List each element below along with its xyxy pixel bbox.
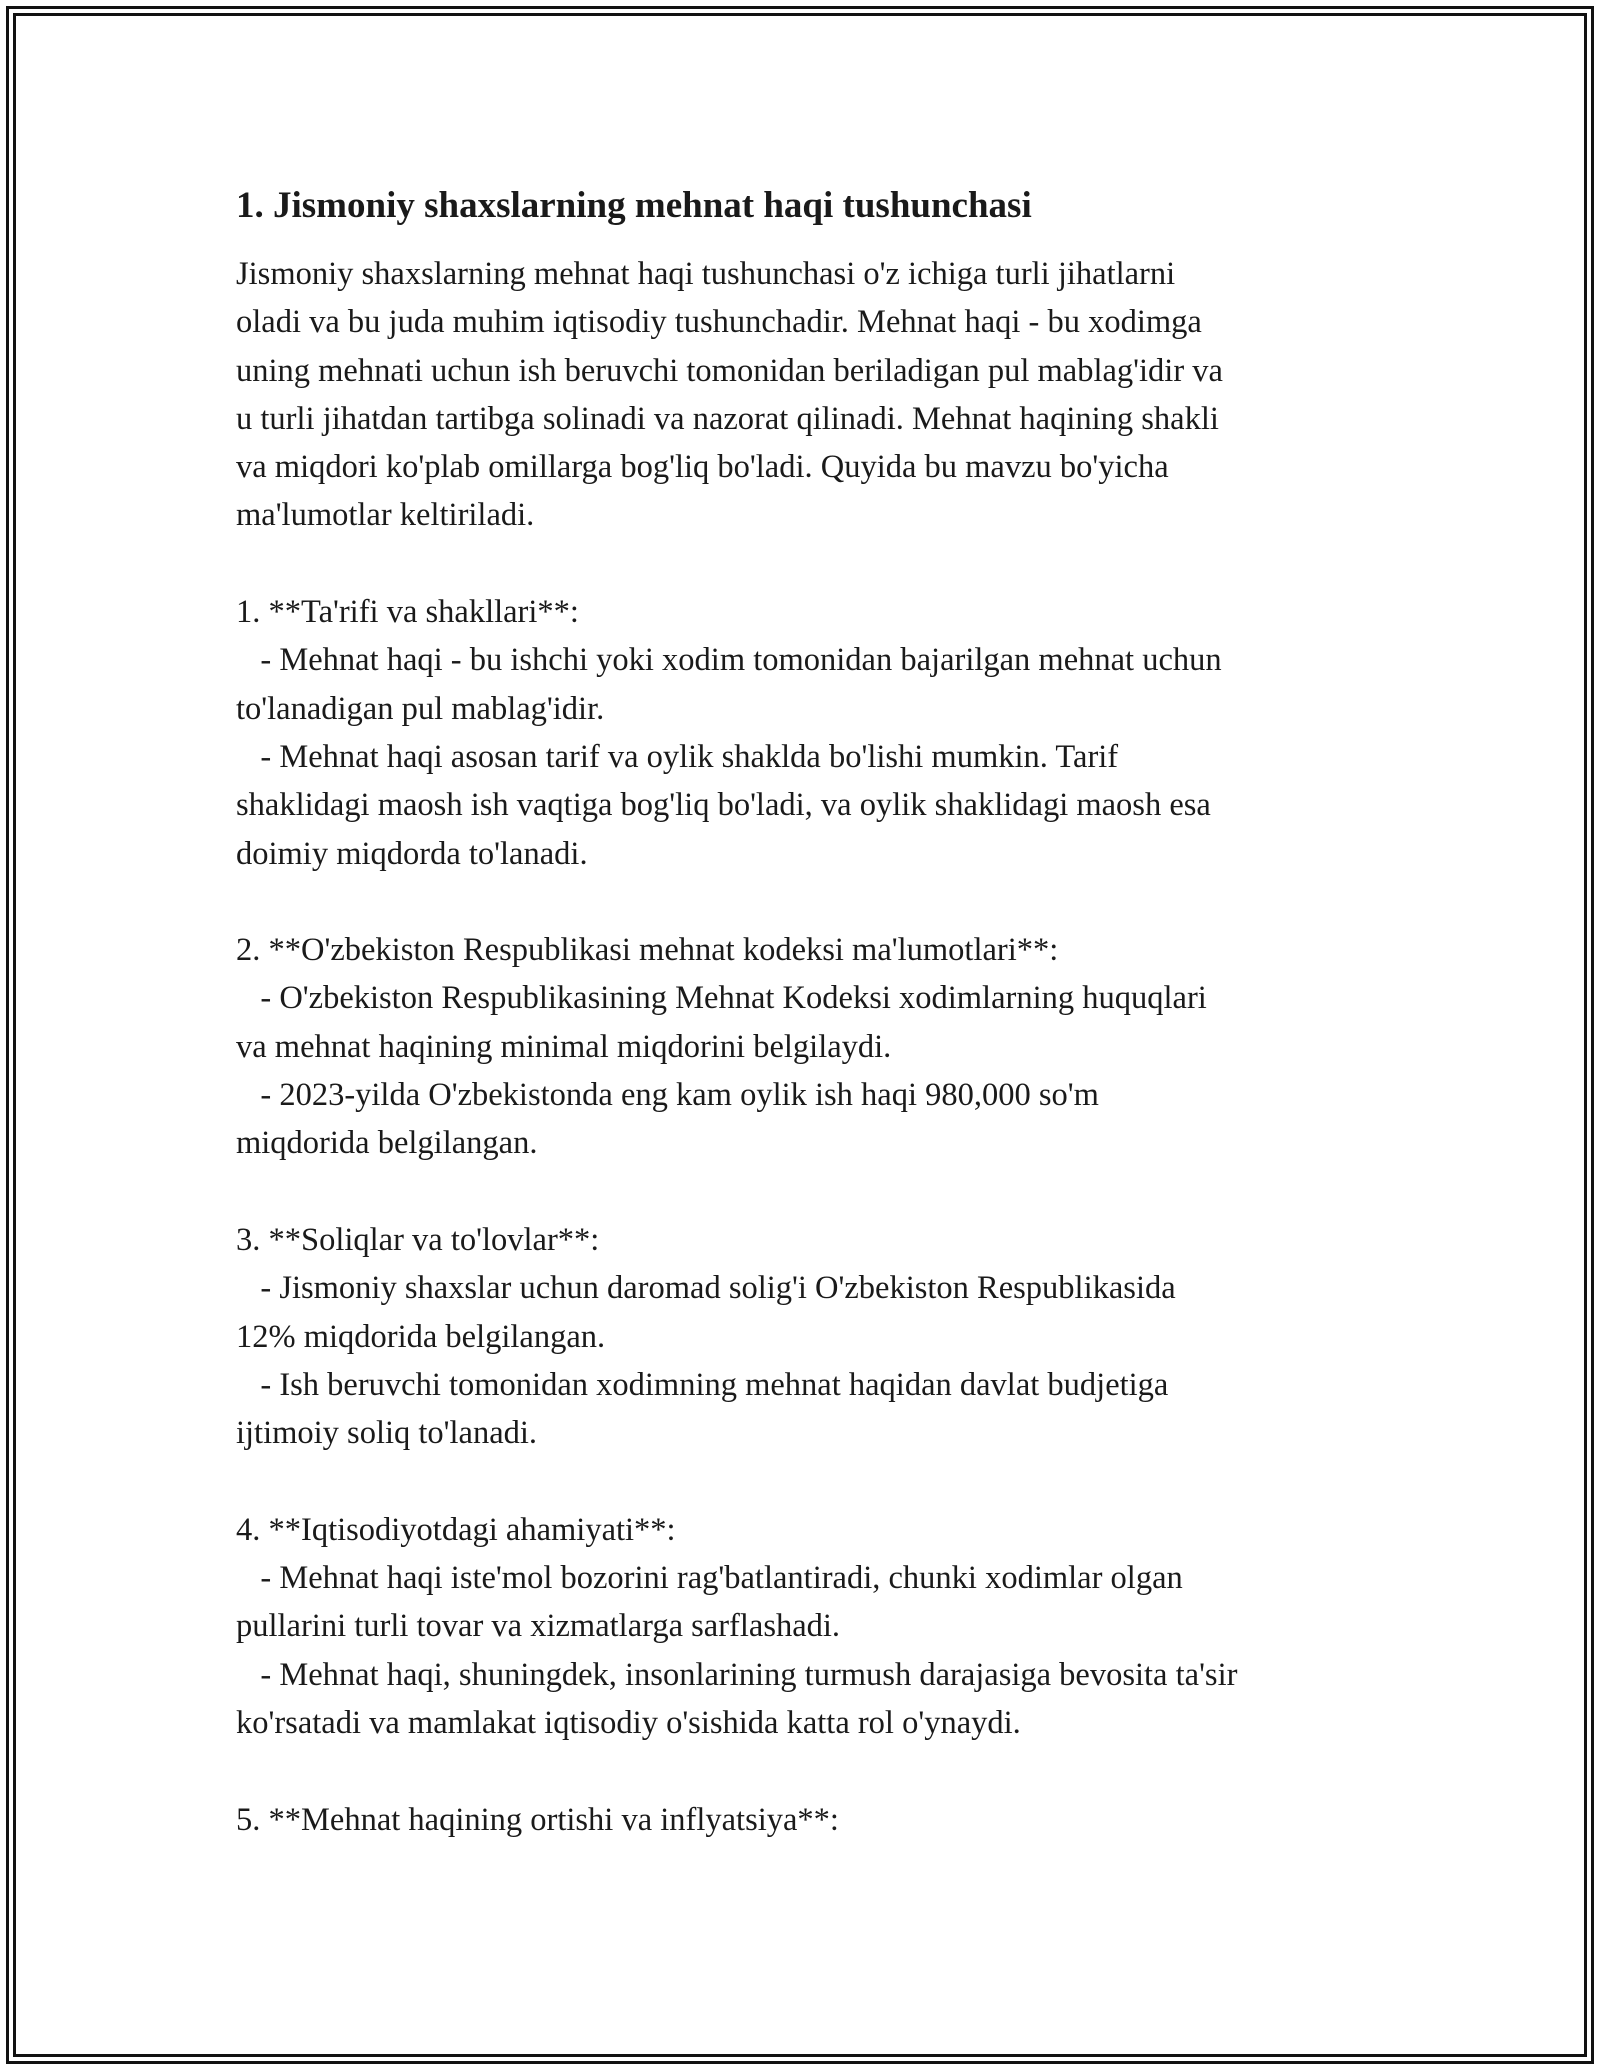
paragraph-gap [236,878,1396,926]
section-line: - Ish beruvchi tomonidan xodimning mehnat haqidan davlat budjetiga [236,1366,1169,1403]
section-line: to'lanadigan pul mablag'idir. [236,690,605,727]
section-line: miqdorida belgilangan. [236,1125,538,1162]
section-line: - Mehnat haqi iste'mol bozorini rag'batlantiradi, chunki xodimlar olgan [236,1560,1183,1597]
intro-line: Jismoniy shaxslarning mehnat haqi tushunchasi o'z ichiga turli jihatlarni [236,256,1176,292]
paragraph-gap [236,1747,1396,1795]
document-title: 1. Jismoniy shaxslarning mehnat haqi tushunchasi [236,185,1032,226]
section-line: pullarini turli tovar va xizmatlarga sarflashadi. [236,1608,841,1645]
section-line: - Jismoniy shaxslar uchun daromad solig'i O'zbekiston Respublikasida [236,1270,1176,1307]
intro-paragraph [236,250,1396,1844]
document-body [236,182,1396,1844]
paragraph-gap [236,1457,1396,1505]
section-line: - O'zbekiston Respublikasining Mehnat Kodeksi xodimlarning huquqlari [236,980,1207,1017]
intro-line: oladi va bu juda muhim iqtisodiy tushunchadir. Mehnat haqi - bu xodimga [236,304,1202,341]
intro-line: u turli jihatdan tartibga solinadi va nazorat qilinadi. Mehnat haqining shakli [236,400,1219,437]
paragraph-gap [236,1168,1396,1216]
section-line: - Mehnat haqi asosan tarif va oylik shaklda bo'lishi mumkin. Tarif [236,738,1119,775]
paragraph-gap [236,540,1396,588]
section-heading: 5. **Mehnat haqining ortishi va inflyatsiya**: [236,1801,839,1838]
section-heading: 4. **Iqtisodiyotdagi ahamiyati**: [236,1511,676,1548]
section-line: shaklidagi maosh ish vaqtiga bog'liq bo'ladi, va oylik shaklidagi maosh esa [236,787,1211,824]
intro-line: uning mehnati uchun ish beruvchi tomonidan beriladigan pul mablag'idir va [236,352,1223,389]
section-line: - 2023-yilda O'zbekistonda eng kam oylik ish haqi 980,000 so'm [236,1077,1099,1114]
section-heading: 2. **O'zbekiston Respublikasi mehnat kodeksi ma'lumotlari**: [236,932,1059,969]
section-heading: 1. **Ta'rifi va shakllari**: [236,594,579,631]
section-line: - Mehnat haqi - bu ishchi yoki xodim tomonidan bajarilgan mehnat uchun [236,642,1222,679]
section-line: 12% miqdorida belgilangan. [236,1318,606,1355]
section-line: ijtimoiy soliq to'lanadi. [236,1415,538,1452]
section-line: va mehnat haqining minimal miqdorini belgilaydi. [236,1028,892,1065]
intro-line: va miqdori ko'plab omillarga bog'liq bo'ladi. Quyida bu mavzu bo'yicha [236,449,1169,486]
section-line: ko'rsatadi va mamlakat iqtisodiy o'sishida katta rol o'ynaydi. [236,1704,1021,1741]
section-heading: 3. **Soliqlar va to'lovlar**: [236,1221,600,1258]
section-line: - Mehnat haqi, shuningdek, insonlarining turmush darajasiga bevosita ta'sir [236,1656,1238,1693]
intro-line: ma'lumotlar keltiriladi. [236,497,535,534]
section-line: doimiy miqdorda to'lanadi. [236,835,588,872]
